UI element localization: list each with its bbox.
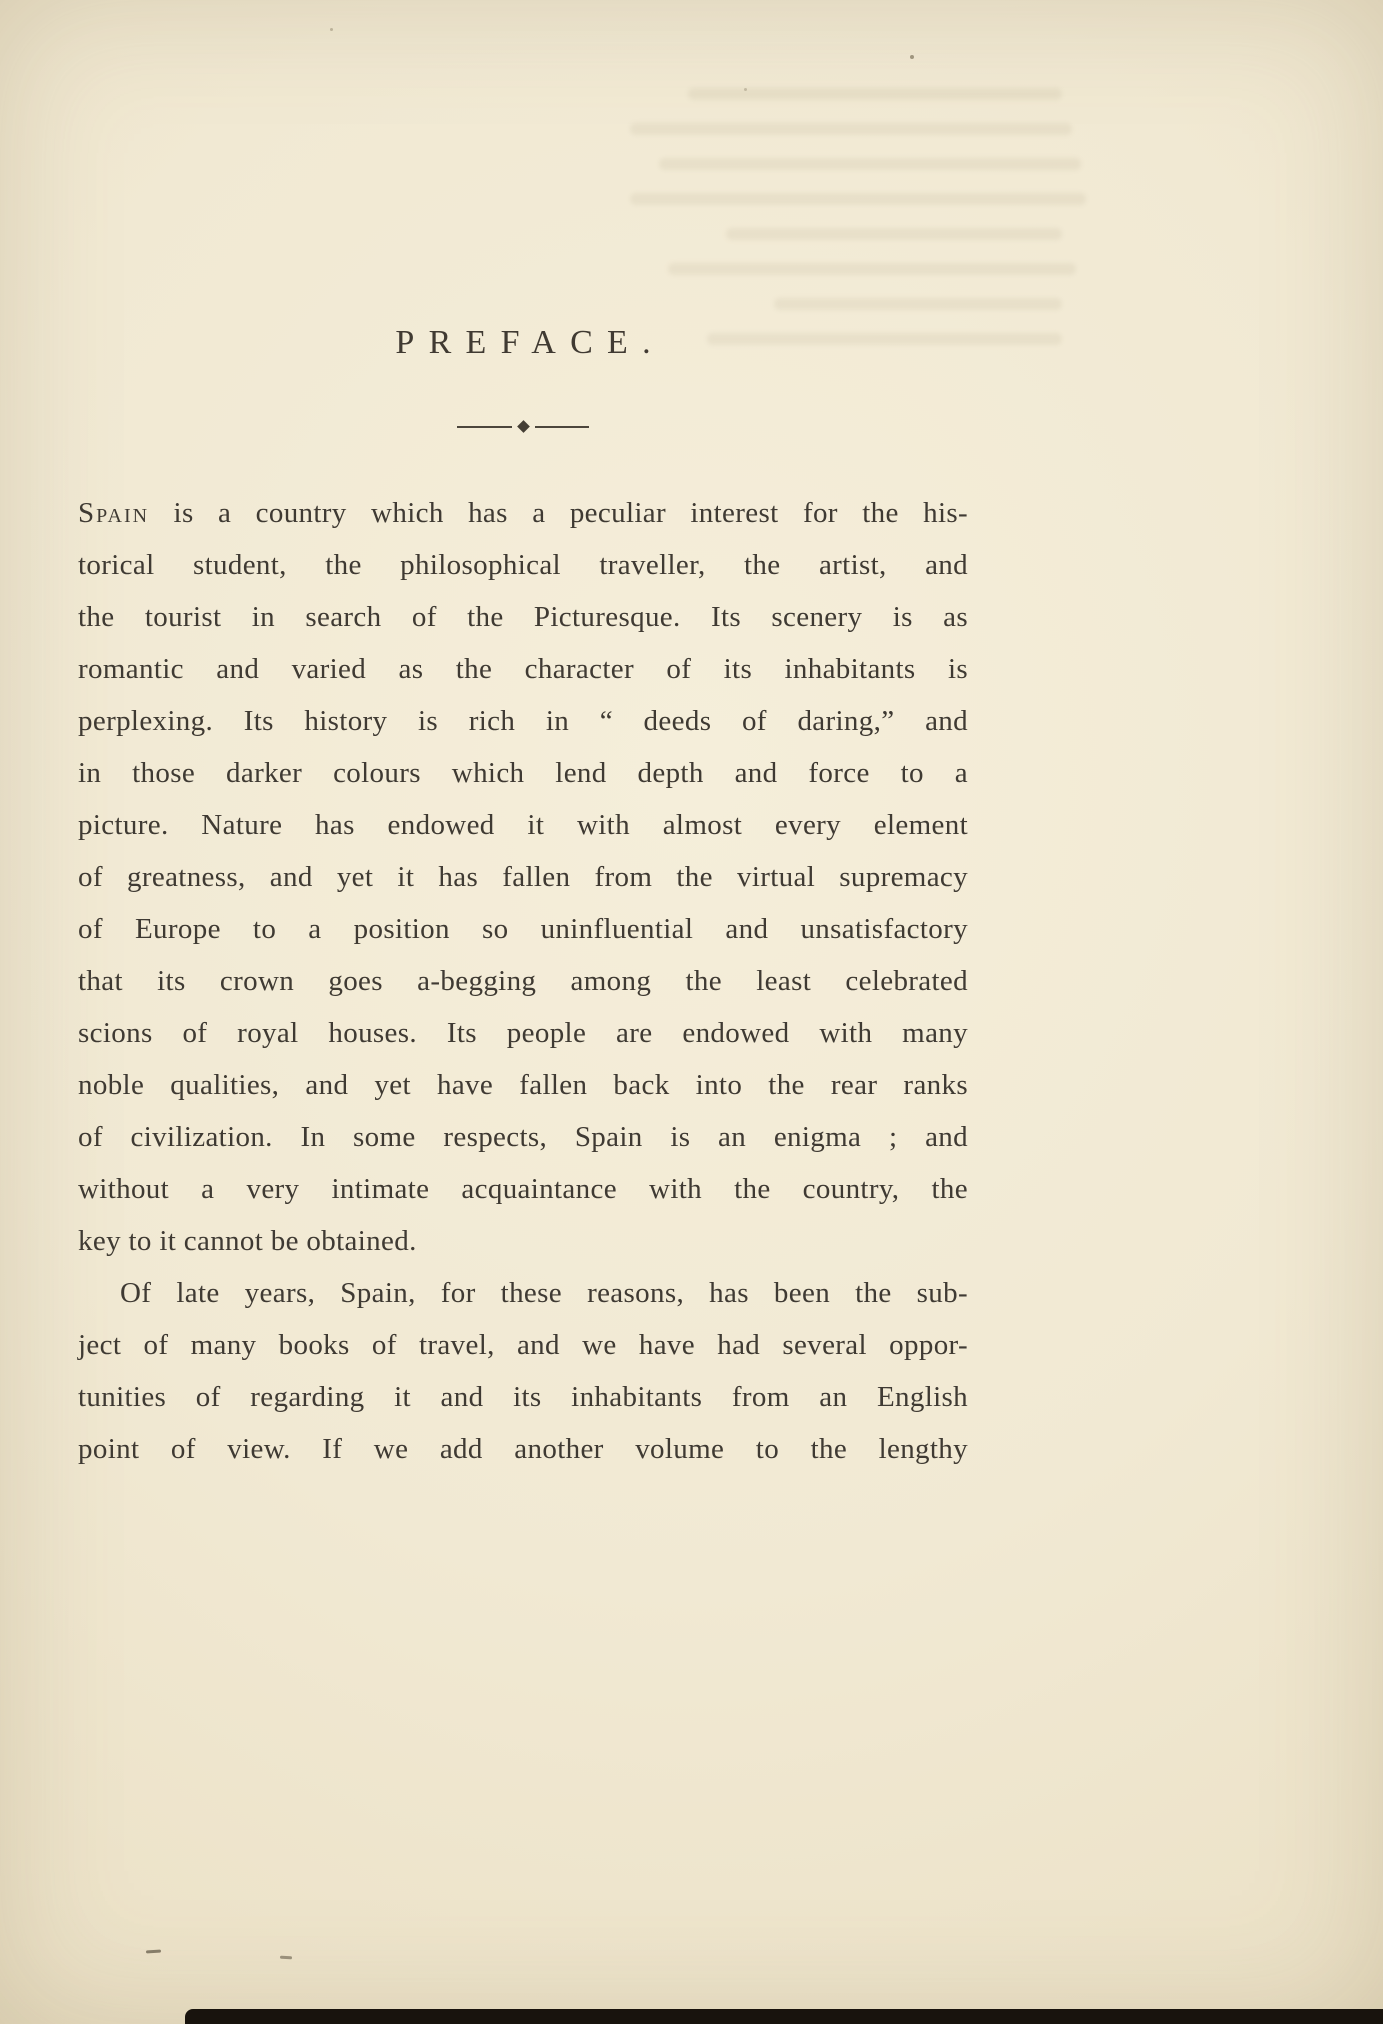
- divider-rule-left: [457, 426, 512, 428]
- page-title: PREFACE.: [395, 324, 665, 361]
- text-line: tunities of regarding it and its inhabitants from an English: [78, 1381, 968, 1413]
- divider-rule-right: [535, 426, 590, 428]
- text-line: ject of many books of travel, and we have had several oppor-: [78, 1329, 968, 1361]
- text-line: in those darker colours which lend depth and force to a: [78, 757, 968, 789]
- lead-word: Spain: [78, 497, 150, 529]
- text-line: noble qualities, and yet have fallen back into the rear ranks: [78, 1069, 968, 1101]
- text-line: of Europe to a position so uninfluential and unsatisfactory: [78, 913, 968, 945]
- scan-edge-bar: [185, 2009, 1383, 2024]
- paragraph: [78, 487, 968, 1267]
- text-line: the tourist in search of the Picturesque. Its scenery is as: [78, 601, 968, 633]
- divider-diamond-icon: [517, 420, 530, 433]
- text-line: of civilization. In some respects, Spain is an enigma ; and: [78, 1121, 968, 1153]
- section-divider: [457, 422, 589, 431]
- text-line: torical student, the philosophical traveller, the artist, and: [78, 549, 968, 581]
- text-line: without a very intimate acquaintance with the country, the: [78, 1173, 968, 1205]
- text-line: key to it cannot be obtained.: [78, 1225, 417, 1257]
- text-line: of greatness, and yet it has fallen from the virtual supremacy: [78, 861, 968, 893]
- text-line: [78, 487, 968, 539]
- text-line: that its crown goes a-begging among the least celebrated: [78, 965, 968, 997]
- text-line: perplexing. Its history is rich in “ deeds of daring,” and: [78, 705, 968, 737]
- paragraph: [78, 1267, 968, 1475]
- text-line: scions of royal houses. Its people are endowed with many: [78, 1017, 968, 1049]
- text-column: [78, 0, 968, 1475]
- pencil-mark: [146, 1949, 161, 1953]
- pencil-mark: [280, 1956, 292, 1960]
- text-line: point of view. If we add another volume to the lengthy: [78, 1433, 968, 1465]
- text-line-rest: is a country which has a peculiar interest for the his-: [173, 497, 968, 529]
- text-line: romantic and varied as the character of its inhabitants is: [78, 653, 968, 685]
- text-line: picture. Nature has endowed it with almost every element: [78, 809, 968, 841]
- text-line: Of late years, Spain, for these reasons, has been the sub-: [120, 1277, 968, 1309]
- body-text: [78, 487, 968, 1475]
